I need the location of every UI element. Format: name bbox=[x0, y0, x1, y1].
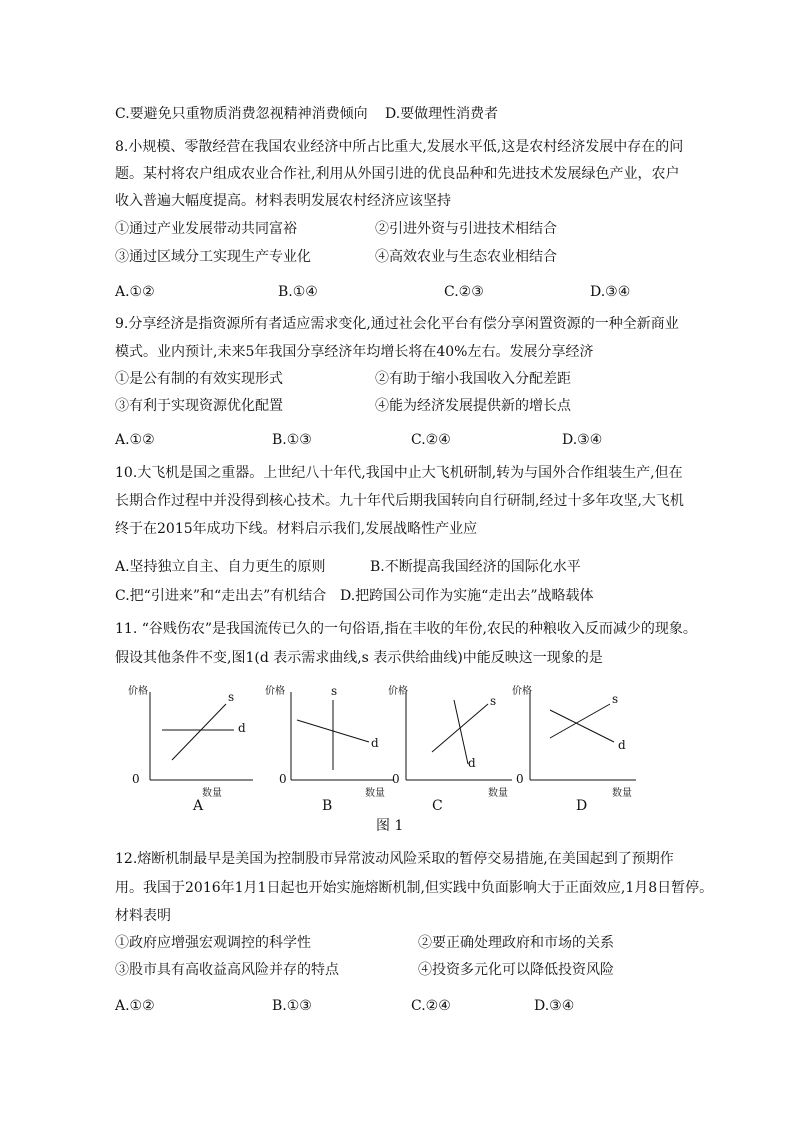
graph-c-qty-label: 数量 bbox=[488, 788, 508, 799]
graph-d-d-label: d bbox=[618, 738, 626, 752]
graph-c-d-label: d bbox=[468, 756, 476, 770]
q8-statement-2: ②引进外资与引进技术相结合 bbox=[375, 221, 557, 237]
q12-stem-line2: 用。我国于2016年1月1日起也开始实施熔断机制,但实践中负面影响大于正面效应,1月8日暂停。 bbox=[115, 880, 714, 896]
q10-choice-a: A.坚持独立自主、自力更生的原则 bbox=[115, 559, 326, 575]
graph-c-origin: 0 bbox=[392, 772, 400, 786]
graph-d-title: D bbox=[576, 798, 588, 814]
q8-stem-line3: 收入普遍大幅度提高。材料表明发展农村经济应该坚持 bbox=[115, 193, 451, 209]
graph-a-qty-label: 数量 bbox=[202, 788, 222, 799]
graph-d bbox=[512, 680, 632, 814]
graph-d-supply-curve bbox=[550, 704, 610, 738]
graph-d-s-label: s bbox=[612, 692, 619, 706]
q7-option-d: D.要做理性消费者 bbox=[385, 106, 499, 122]
q9-stem-line1: 9.分享经济是指资源所有者适应需求变化,通过社会化平台有偿分享闲置资源的一种全新商业 bbox=[115, 316, 679, 332]
q12-statement-3: ③股市具有高收益高风险并存的特点 bbox=[115, 962, 339, 978]
q9-stem-line2: 模式。业内预计,未来5年我国分享经济年均增长将在40%左右。发展分享经济 bbox=[115, 344, 594, 360]
q9-choice-b: B.①③ bbox=[272, 432, 312, 448]
q8-stem-line2: 题。某村将农户组成农业合作社,利用从外国引进的优良品种和先进技术发展绿色产业，农户 bbox=[115, 166, 680, 182]
q8-choice-c: C.②③ bbox=[444, 284, 484, 300]
graph-a bbox=[128, 680, 248, 814]
q12-stem-line3: 材料表明 bbox=[115, 908, 171, 924]
graph-d-origin: 0 bbox=[516, 772, 524, 786]
graph-c-s-label: s bbox=[490, 694, 497, 708]
graph-a-origin: 0 bbox=[132, 772, 140, 786]
q9-statement-1: ①是公有制的有效实现形式 bbox=[115, 371, 283, 387]
graph-c-title: C bbox=[432, 798, 443, 814]
q11-stem-line2: 假设其他条件不变,图1(d 表示需求曲线,s 表示供给曲线)中能反映这一现象的是 bbox=[115, 650, 603, 666]
q8-choice-a: A.①② bbox=[115, 284, 155, 300]
graph-a-price-label: 价格 bbox=[128, 686, 148, 697]
q8-stem-line1: 8.小规模、零散经营在我国农业经济中所占比重大,发展水平低,这是农村经济发展中存在的问 bbox=[115, 139, 684, 155]
q8-choice-d: D.③④ bbox=[590, 284, 631, 300]
graph-b-price-label: 价格 bbox=[265, 686, 285, 697]
q8-statement-3: ③通过区域分工实现生产专业化 bbox=[115, 249, 311, 265]
graph-b-origin: 0 bbox=[279, 772, 287, 786]
q7-option-c: C.要避免只重物质消费忽视精神消费倾向 bbox=[115, 106, 368, 122]
graph-d-demand-curve bbox=[550, 710, 614, 742]
q12-statement-4: ④投资多元化可以降低投资风险 bbox=[418, 962, 614, 978]
q12-statement-2: ②要正确处理政府和市场的关系 bbox=[418, 935, 614, 951]
graph-c-plot bbox=[388, 680, 508, 780]
q12-choice-c: C.②④ bbox=[411, 998, 451, 1014]
q12-choice-b: B.①③ bbox=[272, 998, 312, 1014]
q9-statement-2: ②有助于缩小我国收入分配差距 bbox=[375, 371, 571, 387]
q9-statement-4: ④能为经济发展提供新的增长点 bbox=[375, 398, 571, 414]
q12-choice-d: D.③④ bbox=[534, 998, 575, 1014]
graph-b-plot bbox=[265, 680, 385, 780]
q9-choice-c: C.②④ bbox=[411, 432, 451, 448]
q9-statement-3: ③有利于实现资源优化配置 bbox=[115, 398, 283, 414]
q8-choice-b: B.①④ bbox=[278, 284, 318, 300]
graph-a-d-label: d bbox=[238, 721, 246, 735]
q8-statement-1: ①通过产业发展带动共同富裕 bbox=[115, 221, 297, 237]
q12-choice-a: A.①② bbox=[115, 998, 155, 1014]
graph-d-qty-label: 数量 bbox=[612, 788, 632, 799]
graph-d-price-label: 价格 bbox=[512, 686, 532, 697]
graph-a-supply-curve bbox=[172, 704, 226, 760]
q9-choice-d: D.③④ bbox=[562, 432, 603, 448]
figure-caption: 图 1 bbox=[376, 818, 404, 834]
q10-stem-line2: 长期合作过程中并没得到核心技术。九十年代后期我国转向自行研制,经过十多年攻坚,大飞机 bbox=[115, 493, 684, 509]
q12-statement-1: ①政府应增强宏观调控的科学性 bbox=[115, 935, 311, 951]
graph-b-d-label: d bbox=[371, 736, 379, 750]
graph-c-price-label: 价格 bbox=[388, 686, 408, 697]
q8-statement-4: ④高效农业与生态农业相结合 bbox=[375, 249, 557, 265]
graph-c bbox=[388, 680, 508, 814]
q10-choice-d: D.把跨国公司作为实施“走出去”战略载体 bbox=[340, 588, 594, 604]
graph-a-plot bbox=[128, 680, 248, 780]
graph-b-title: B bbox=[322, 798, 333, 814]
q10-stem-line1: 10.大飞机是国之重器。上世纪八十年代,我国中止大飞机研制,转为与国外合作组装生产,但在 bbox=[115, 465, 683, 481]
graph-b bbox=[265, 680, 385, 814]
graph-d-plot bbox=[512, 680, 632, 780]
q10-stem-line3: 终于在2015年成功下线。材料启示我们,发展战略性产业应 bbox=[115, 521, 478, 537]
q11-stem-line1: 11. “谷贱伤农”是我国流传已久的一句俗语,指在丰收的年份,农民的种粮收入反而减少的现象。 bbox=[115, 621, 697, 637]
graph-b-s-label: s bbox=[331, 684, 338, 698]
graph-b-qty-label: 数量 bbox=[365, 788, 385, 799]
q10-choice-c: C.把“引进来”和“走出去”有机结合 bbox=[115, 588, 327, 604]
q9-choice-a: A.①② bbox=[115, 432, 155, 448]
graph-a-title: A bbox=[193, 798, 204, 814]
q12-stem-line1: 12.熔断机制最早是美国为控制股市异常波动风险采取的暂停交易措施,在美国起到了预期作 bbox=[115, 851, 674, 867]
graph-a-s-label: s bbox=[228, 690, 235, 704]
q10-choice-b: B.不断提高我国经济的国际化水平 bbox=[370, 559, 581, 575]
